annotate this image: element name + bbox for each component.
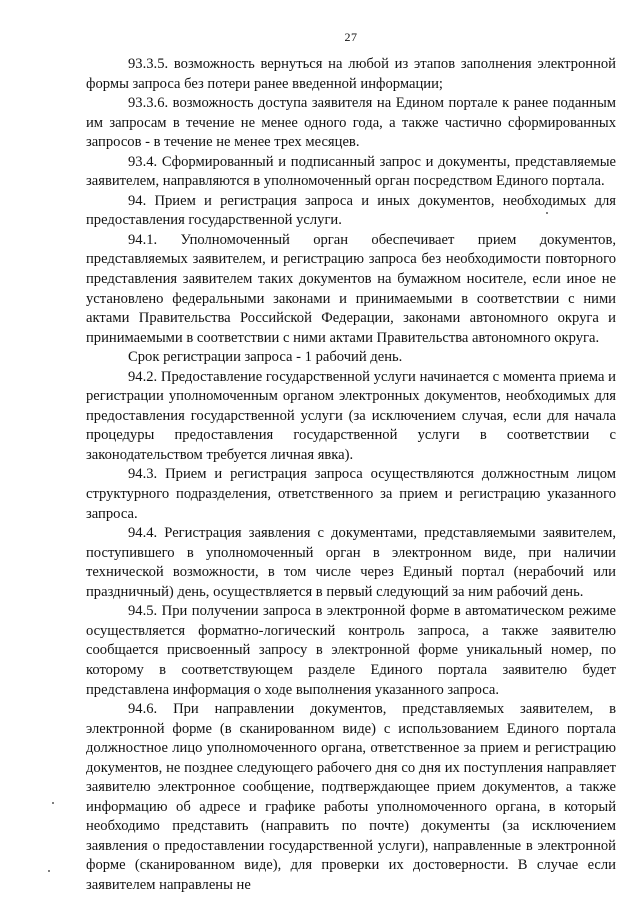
- scan-speck: [52, 802, 54, 804]
- page-number: 27: [344, 30, 358, 44]
- paragraph-94-4: 94.4. Регистрация заявления с документами, представляемыми заявителем, поступившего в уполномоченный орган в электронном виде, при наличии технической возможности, в том числе через Единый портал (нерабочий или праздничный) день, осуществляется в первый следующий за ним рабочий день.: [86, 525, 616, 600]
- paragraph-94-6: 94.6. При направлении документов, представляемых заявителем, в электронной форме (в сканированном виде) с использованием Единого портала должностное лицо уполномоченного органа, ответственное за прием и регистрацию документов, не позднее следующего рабочего дня со дня их поступления направляет заявителю электронное сообщение, подтверждающее прием документов, а также информацию об адресе и графике работы уполномоченного органа, в который необходимо представить (направить по почте) документы (за исключением заявления о предоставлении государственной услуги), направленные в электронной форме (сканированном виде), для проверки их достоверности. В случае если заявителем направлены не: [86, 701, 616, 893]
- paragraph-93-3-6: 93.3.6. возможность доступа заявителя на Едином портале к ранее поданным им запросам в течение не менее одного года, а также частично сформированных запросов - в течение не менее трех месяцев.: [86, 95, 616, 151]
- scan-speck: [48, 870, 50, 872]
- paragraph-registration-term: Срок регистрации запроса - 1 рабочий день.: [128, 349, 403, 366]
- scan-speck: [546, 212, 548, 214]
- paragraph-94-1: 94.1. Уполномоченный орган обеспечивает прием документов, представляемых заявителем, и регистрацию запроса без необходимости повторного представления заявителем таких документов на бумажном носителе, если иное не установлено федеральными законами и принимаемыми в соответствии с ними актами Правительства Российской Федерации, законами автономного округа и принимаемыми в соответствии с ними актами Правительства автономного округа.: [86, 231, 616, 346]
- paragraph-94-3: 94.3. Прием и регистрация запроса осуществляются должностным лицом структурного подразделения, ответственного за прием и регистрацию указанного запроса.: [86, 466, 616, 522]
- paragraph-94-2: 94.2. Предоставление государственной услуги начинается с момента приема и регистрации уполномоченным органом электронных документов, необходимых для предоставления государственной услуги (за исключением случая, если для начала процедуры предоставления государственной услуги в соответствии с законодательством требуется личная явка).: [86, 368, 616, 463]
- paragraph-93-3-5: 93.3.5. возможность вернуться на любой из этапов заполнения электронной формы запроса без потери ранее введенной информации;: [86, 56, 616, 92]
- paragraph-94-5: 94.5. При получении запроса в электронной форме в автоматическом режиме осуществляется форматно-логический контроль запроса, а также заявителю сообщается присвоенный запросу в электронной форме уникальный номер, по которому в соответствующем разделе Единого портала заявителю будет представлена информация о ходе выполнения указанного запроса.: [86, 603, 616, 698]
- paragraph-94: 94. Прием и регистрация запроса и иных документов, необходимых для предоставления государственной услуги.: [86, 192, 616, 229]
- paragraph-93-4: 93.4. Сформированный и подписанный запрос и документы, представляемые заявителем, направляются в уполномоченный орган посредством Единого портала.: [86, 153, 616, 190]
